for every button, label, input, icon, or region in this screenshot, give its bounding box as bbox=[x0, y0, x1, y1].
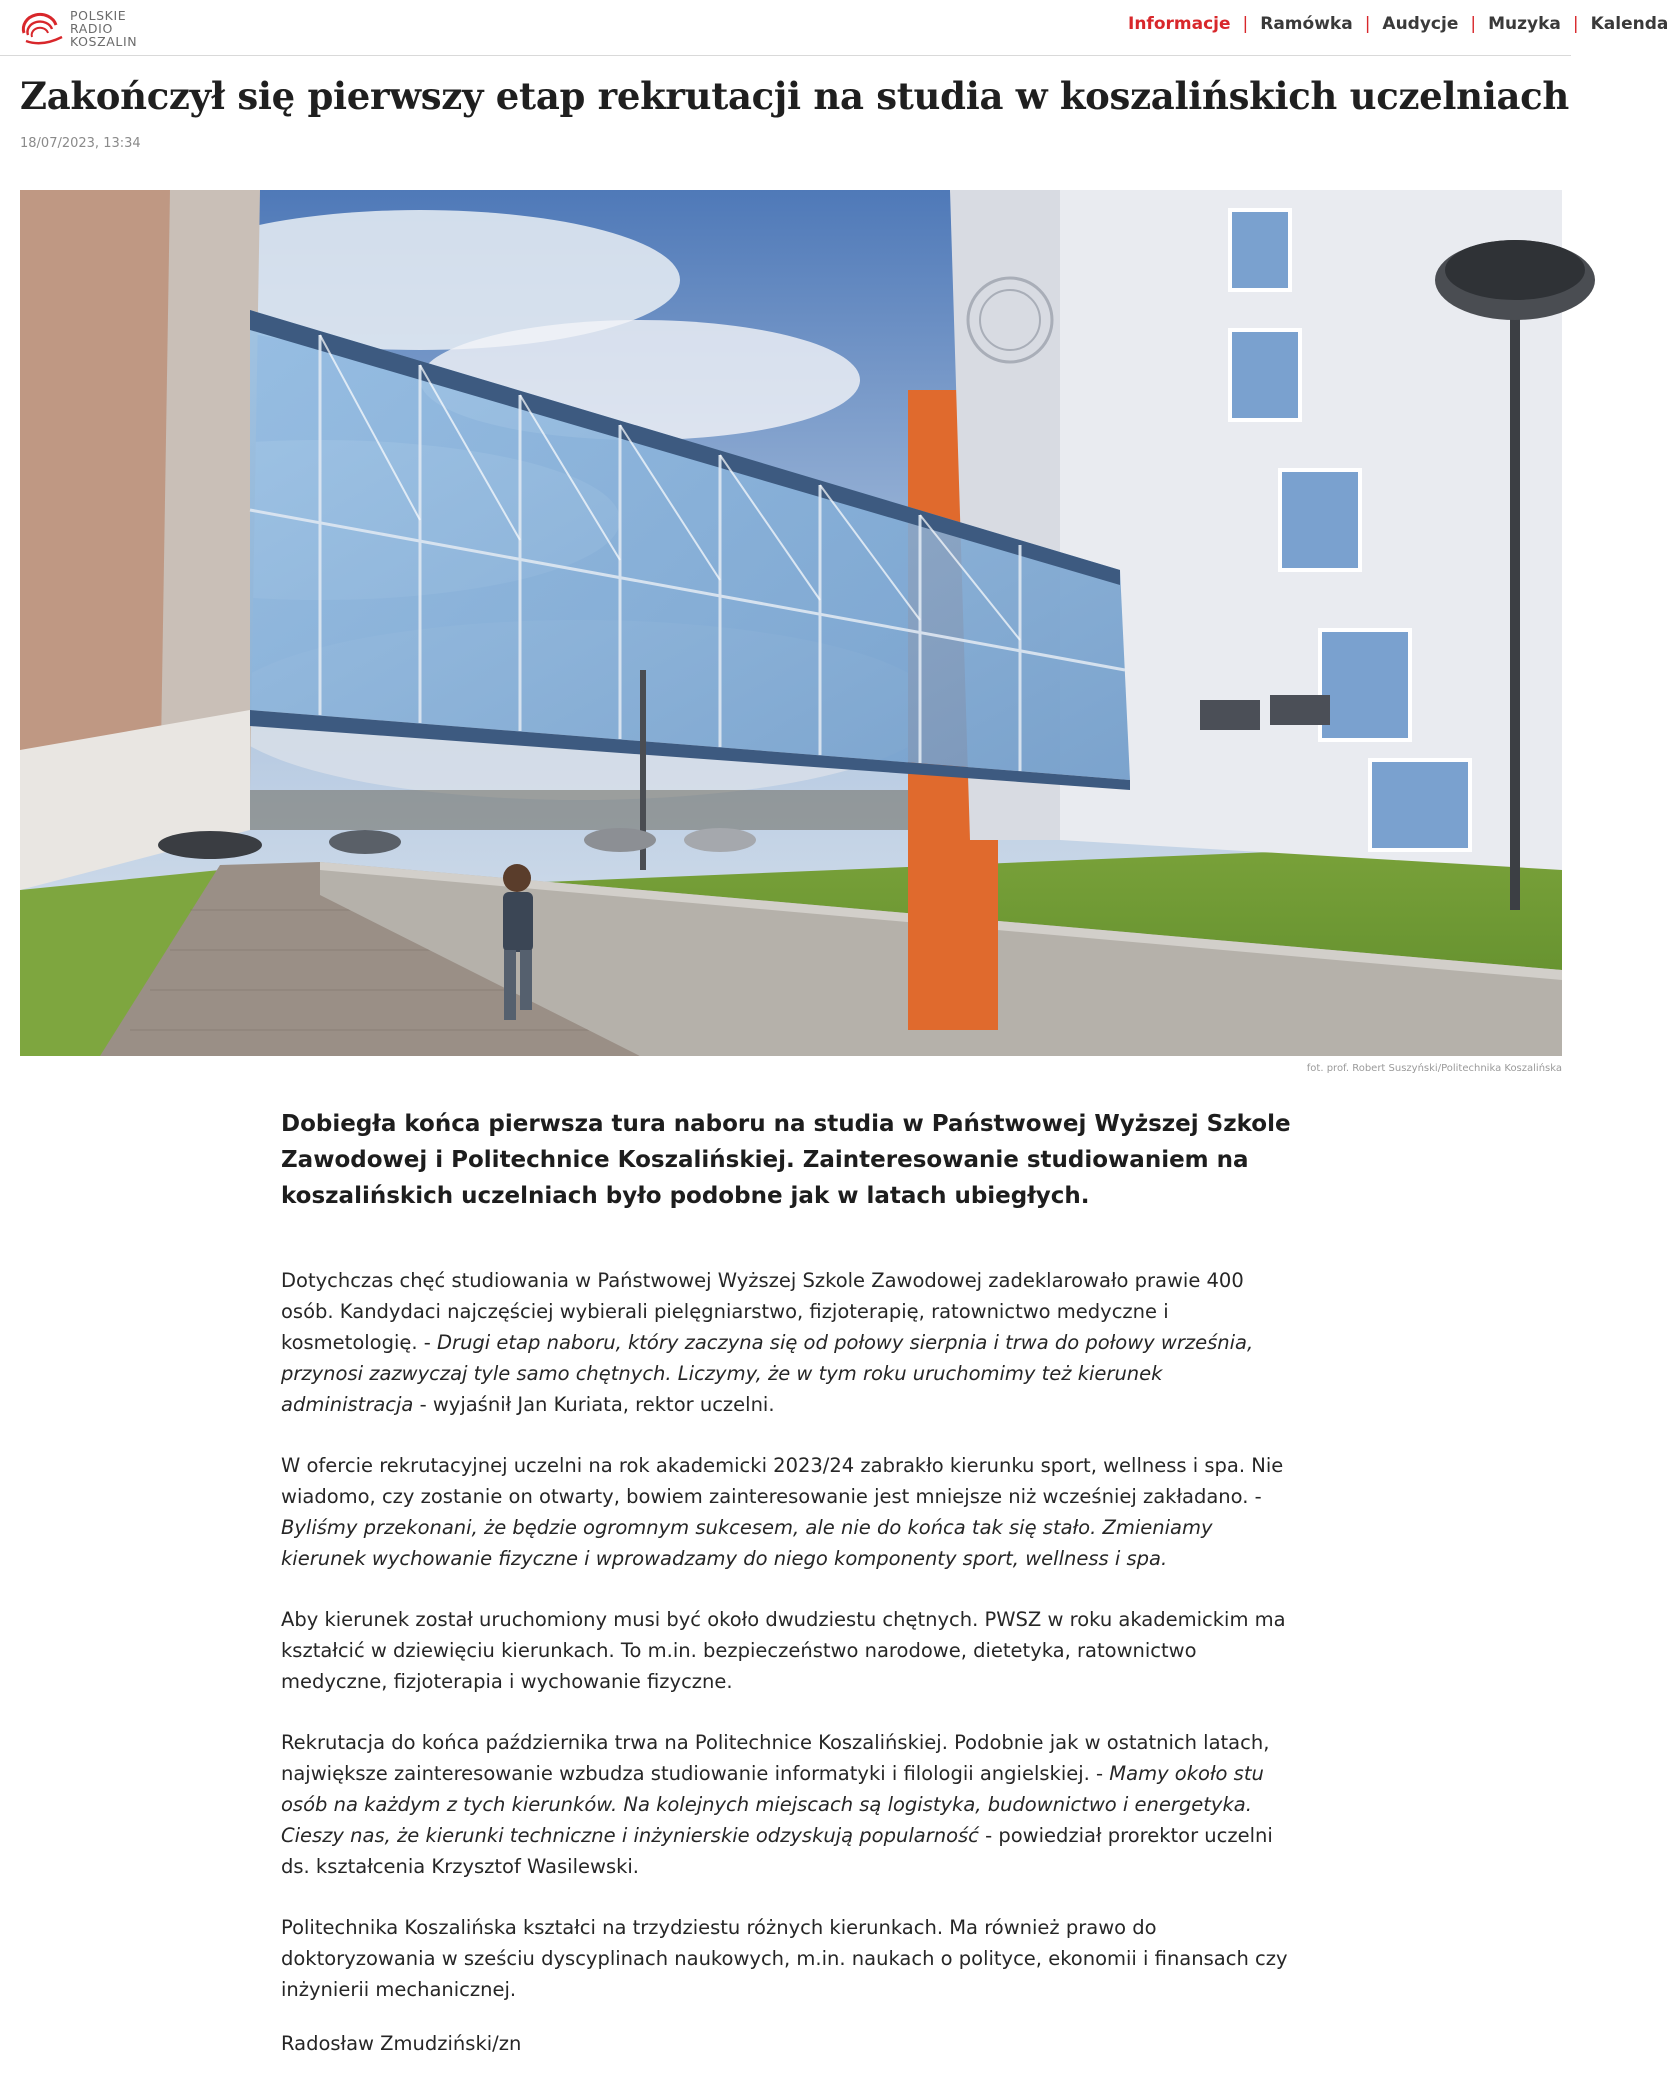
article-body bbox=[281, 1265, 1301, 2035]
article-paragraph bbox=[281, 1912, 1301, 2005]
university-building-photo-icon bbox=[20, 190, 1562, 1056]
article-paragraph bbox=[281, 1604, 1301, 1697]
site-logo[interactable] bbox=[18, 7, 137, 49]
paragraph-text: Politechnika Koszalińska kształci na trzydziestu różnych kierunkach. Ma również prawo do doktoryzowania w sześciu dyscyplinach naukowych, m.in. naukach o polityce, ekonomii i finansach czy inżynierii mechanicznej. bbox=[281, 1916, 1288, 2001]
nav-item-muzyka[interactable]: Muzyka bbox=[1488, 14, 1561, 34]
article-photo bbox=[20, 190, 1562, 1056]
article-author: Radosław Zmudziński/zn bbox=[281, 2032, 522, 2055]
paragraph-text: W ofercie rekrutacyjnej uczelni na rok akademicki 2023/24 zabrakło kierunku sport, wellness i spa. Nie wiadomo, czy zostanie on otwarty, bowiem zainteresowanie jest mniejsze niż wcześniej zakładano. - bbox=[281, 1454, 1284, 1508]
photo-credit: fot. prof. Robert Suszyński/Politechnika Koszalińska bbox=[1306, 1063, 1562, 1074]
paragraph-text: Aby kierunek został uruchomiony musi być około dwudziestu chętnych. PWSZ w roku akademickim ma kształcić w dziewięciu kierunkach. To m.in. bezpieczeństwo narodowe, dietetyka, ratownictwo medyczne, fizjoterapia i wychowanie fizyczne. bbox=[281, 1608, 1286, 1693]
logo-line-3: KOSZALIN bbox=[70, 33, 138, 49]
paragraph-quote: Drugi etap naboru, który zaczyna się od połowy sierpnia i trwa do połowy września, przynosi zazwyczaj tyle samo chętnych. Liczymy, że w tym roku uruchomimy też kierunek administracja bbox=[281, 1331, 1254, 1416]
article-date: 18/07/2023, 13:34 bbox=[20, 136, 141, 151]
nav-separator: | bbox=[1364, 14, 1371, 34]
nav-separator: | bbox=[1572, 14, 1579, 34]
paragraph-text: Dotychczas chęć studiowania w Państwowej Wyższej Szkole Zawodowej zadeklarowało prawie 400 osób. Kandydaci najczęściej wybierali pielęgniarstwo, fizjoterapię, ratownictwo medyczne i kosmetologię. - bbox=[281, 1269, 1244, 1354]
paragraph-text: - wyjaśnił Jan Kuriata, rektor uczelni. bbox=[413, 1393, 775, 1416]
paragraph-text: - powiedział prorektor uczelni ds. kształcenia Krzysztof Wasilewski. bbox=[281, 1824, 1273, 1878]
paragraph-text: Rekrutacja do końca października trwa na Politechnice Koszalińskiej. Podobnie jak w ostatnich latach, największe zainteresowanie wzbudza studiowanie informatyki i filologii angielskiej. - bbox=[281, 1731, 1270, 1785]
paragraph-quote: Byliśmy przekonani, że będzie ogromnym sukcesem, ale nie do końca tak się stało. Zmieniamy kierunek wychowanie fizyczne i wprowadzamy do niego komponenty sport, wellness i spa. bbox=[281, 1516, 1213, 1570]
logo-line-1: POLSKIE bbox=[70, 7, 127, 23]
main-nav bbox=[1128, 14, 1668, 34]
paragraph-quote: Mamy około stu osób na każdym z tych kierunków. Na kolejnych miejscach są logistyka, budownictwo i energetyka. Cieszy nas, że kierunki techniczne i inżynierskie odzyskują popularność bbox=[281, 1762, 1264, 1847]
article-paragraph bbox=[281, 1727, 1301, 1882]
nav-separator: | bbox=[1470, 14, 1477, 34]
radio-koszalin-logo-icon bbox=[18, 7, 68, 49]
article-title: Zakończył się pierwszy etap rekrutacji na studia w koszalińskich uczelniach bbox=[20, 74, 1570, 118]
article-lead: Dobiegła końca pierwsza tura naboru na studia w Państwowej Wyższej Szkole Zawodowej i Politechnice Koszalińskiej. Zainteresowanie studiowaniem na koszalińskich uczelniach było podobne jak w latach ubiegłych. bbox=[281, 1111, 1291, 1209]
article-paragraph bbox=[281, 1450, 1301, 1574]
article-paragraph bbox=[281, 1265, 1301, 1420]
nav-item-audycje[interactable]: Audycje bbox=[1382, 14, 1459, 34]
nav-item-informacje[interactable]: Informacje bbox=[1128, 14, 1231, 34]
logo-line-2: RADIO bbox=[70, 20, 113, 36]
nav-separator: | bbox=[1242, 14, 1249, 34]
top-navigation-bar bbox=[0, 0, 1668, 56]
nav-item-kalendarz[interactable]: Kalenda bbox=[1590, 14, 1668, 34]
nav-item-ramowka[interactable]: Ramówka bbox=[1260, 14, 1353, 34]
